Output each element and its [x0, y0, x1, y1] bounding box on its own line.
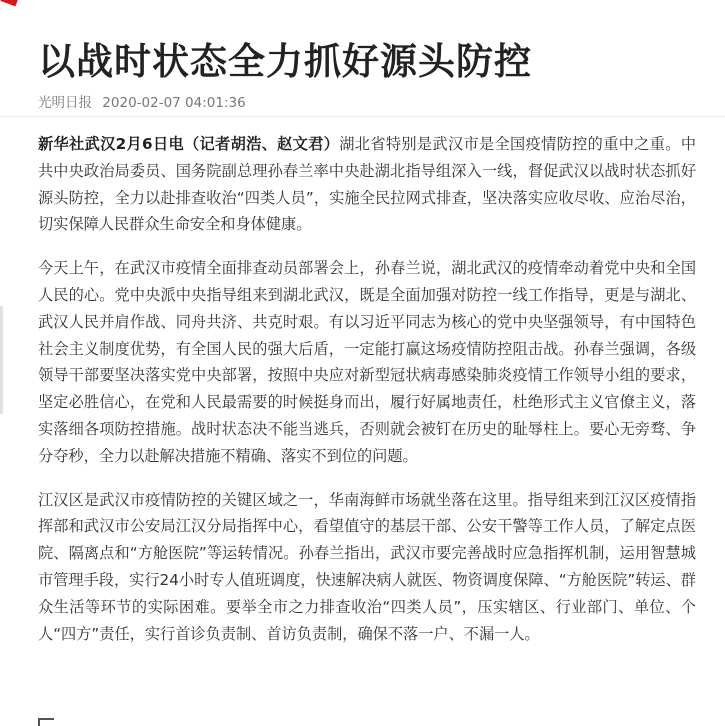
- article-paragraph-1: [38, 131, 696, 238]
- left-edge-tab: [0, 306, 3, 414]
- article-paragraph-3: 江汉区是武汉市疫情防控的关键区域之一，华南海鲜市场就坐落在这里。指导组来到江汉区疫情指挥部和武汉市公安局江汉分局指挥中心，看望值守的基层干部、公安干警等工作人员，了解定点医院、隔离点和“方舱医院”等运转情况。孙春兰指出，武汉市要完善战时应急指挥机制，运用智慧城市管理手段，实行24小时专人值班调度，快速解决病人就医、物资调度保障、“方舱医院”转运、群众生活等环节的实际困难。要举全市之力排查收治“四类人员”，压实辖区、行业部门、单位、个人“四方”责任，实行首诊负责制、首访负责制，确保不落一户、不漏一人。: [38, 490, 696, 643]
- article-meta: [38, 94, 246, 112]
- header-divider: [0, 116, 725, 117]
- brand-logo-icon[interactable]: [0, 0, 19, 6]
- paragraph-1-text: 湖北省特别是武汉市是全国疫情防控的重中之重。中共中央政治局委员、国务院副总理孙春兰率中央赴湖北指导组深入一线，督促武汉以战时状态抓好源头防控，全力以赴排查收治“四类人员”，实施全民拉网式排查，坚决落实应收尽收、应治尽治，切实保障人民群众生命安全和身体健康。: [38, 135, 697, 234]
- article-paragraph-2: 今天上午，在武汉市疫情全面排查动员部署会上，孙春兰说，湖北武汉的疫情牵动着党中央和全国人民的心。党中央派中央指导组来到湖北武汉，既是全面加强对防控一线工作指导，更是与湖北、武汉人民并肩作战、同舟共济、共克时艰。有以习近平同志为核心的党中央坚强领导，有中国特色社会主义制度优势，有全国人民的强大后盾，一定能打赢这场疫情防控阻击战。孙春兰强调，各级领导干部要坚决落实党中央部署，按照中央应对新型冠状病毒感染肺炎疫情工作领导小组的要求，坚定必胜信心，在党和人民最需要的时候挺身而出，履行好属地责任，杜绝形式主义官僚主义，落实落细各项防控措施。战时状态决不能当逃兵，否则就会被钉在历史的耻辱柱上。要心无旁骛、争分夺秒，全力以赴解决措施不精确、落实不到位的问题。: [38, 259, 696, 465]
- page-title: 以战时状态全力抓好源头防控: [38, 40, 532, 83]
- article-datetime: 2020-02-07 04:01:36: [102, 95, 246, 111]
- dateline-lead: 新华社武汉2月6日电（记者胡浩、赵文君）: [38, 135, 340, 153]
- article-body: [38, 131, 696, 664]
- bottom-cutoff-glyph: [38, 718, 54, 726]
- article-source[interactable]: 光明日报: [38, 95, 92, 111]
- top-header-strip: [0, 0, 725, 6]
